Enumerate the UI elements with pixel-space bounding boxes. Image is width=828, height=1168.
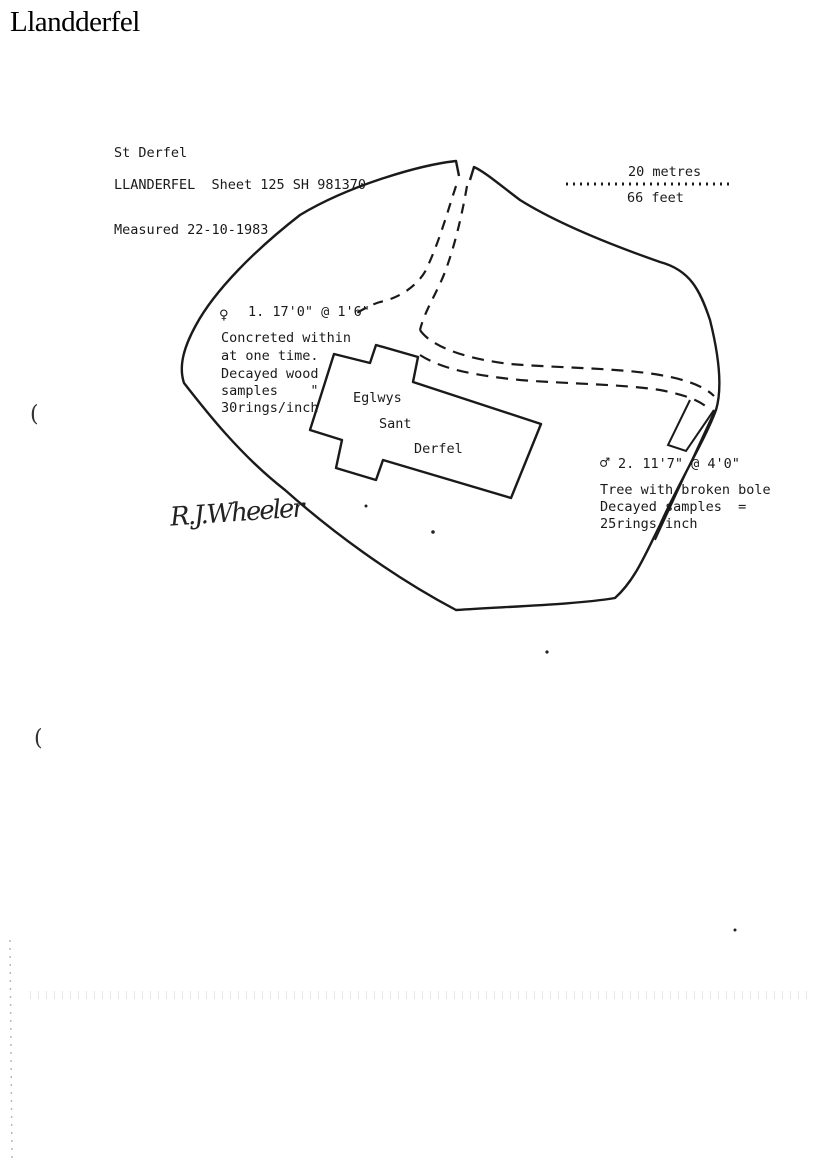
punch-hole-mark: (: [34, 726, 43, 751]
scan-edge: [10, 940, 12, 1160]
tree2-measurement: 2. 11'7" @ 4'0": [618, 456, 740, 472]
path-east-south: [420, 355, 710, 410]
tree1-note-5: 30rings/inch: [221, 400, 319, 416]
church-outline: [310, 345, 541, 498]
path-gate-west: [355, 186, 456, 314]
map-reference: LLANDERFEL Sheet 125 SH 981370: [114, 177, 366, 193]
path-east-north: [420, 330, 714, 396]
speck: [545, 650, 548, 653]
gate-post-right: [470, 167, 474, 180]
tree2-note-1: Tree with broken bole: [600, 482, 771, 498]
page-heading: Llandderfel: [10, 6, 140, 38]
punch-hole-mark: (: [30, 402, 39, 427]
signature: R.J.Wheeler: [169, 493, 304, 533]
church-label-sant: Sant: [379, 416, 412, 432]
tree1-symbol: ♀: [219, 305, 229, 324]
tree2-note-2: Decayed samples =: [600, 499, 747, 515]
scale-feet: 66 feet: [627, 190, 684, 206]
tree1-note-4: samples ": [221, 383, 319, 399]
speck: [431, 530, 435, 534]
tree1-note-1: Concreted within: [221, 330, 352, 346]
church-label-derfel: Derfel: [414, 441, 463, 457]
gate-post-left: [456, 161, 459, 176]
tree1-note-2: at one time.: [221, 348, 319, 364]
tree1-measurement: 1. 17'0" @ 1'6": [248, 304, 370, 320]
path-gate-south: [420, 186, 467, 330]
speck: [365, 505, 368, 508]
church-label-eglwys: Eglwys: [353, 390, 402, 406]
scale-metres: 20 metres: [628, 164, 702, 180]
measured-date: Measured 22-10-1983: [114, 222, 269, 238]
speck: [734, 929, 737, 932]
site-name: St Derfel: [114, 145, 188, 161]
tree2-note-3: 25rings/inch: [600, 516, 698, 532]
tree2-symbol: ♂: [600, 453, 610, 472]
tree1-note-3: Decayed wood: [221, 366, 319, 382]
